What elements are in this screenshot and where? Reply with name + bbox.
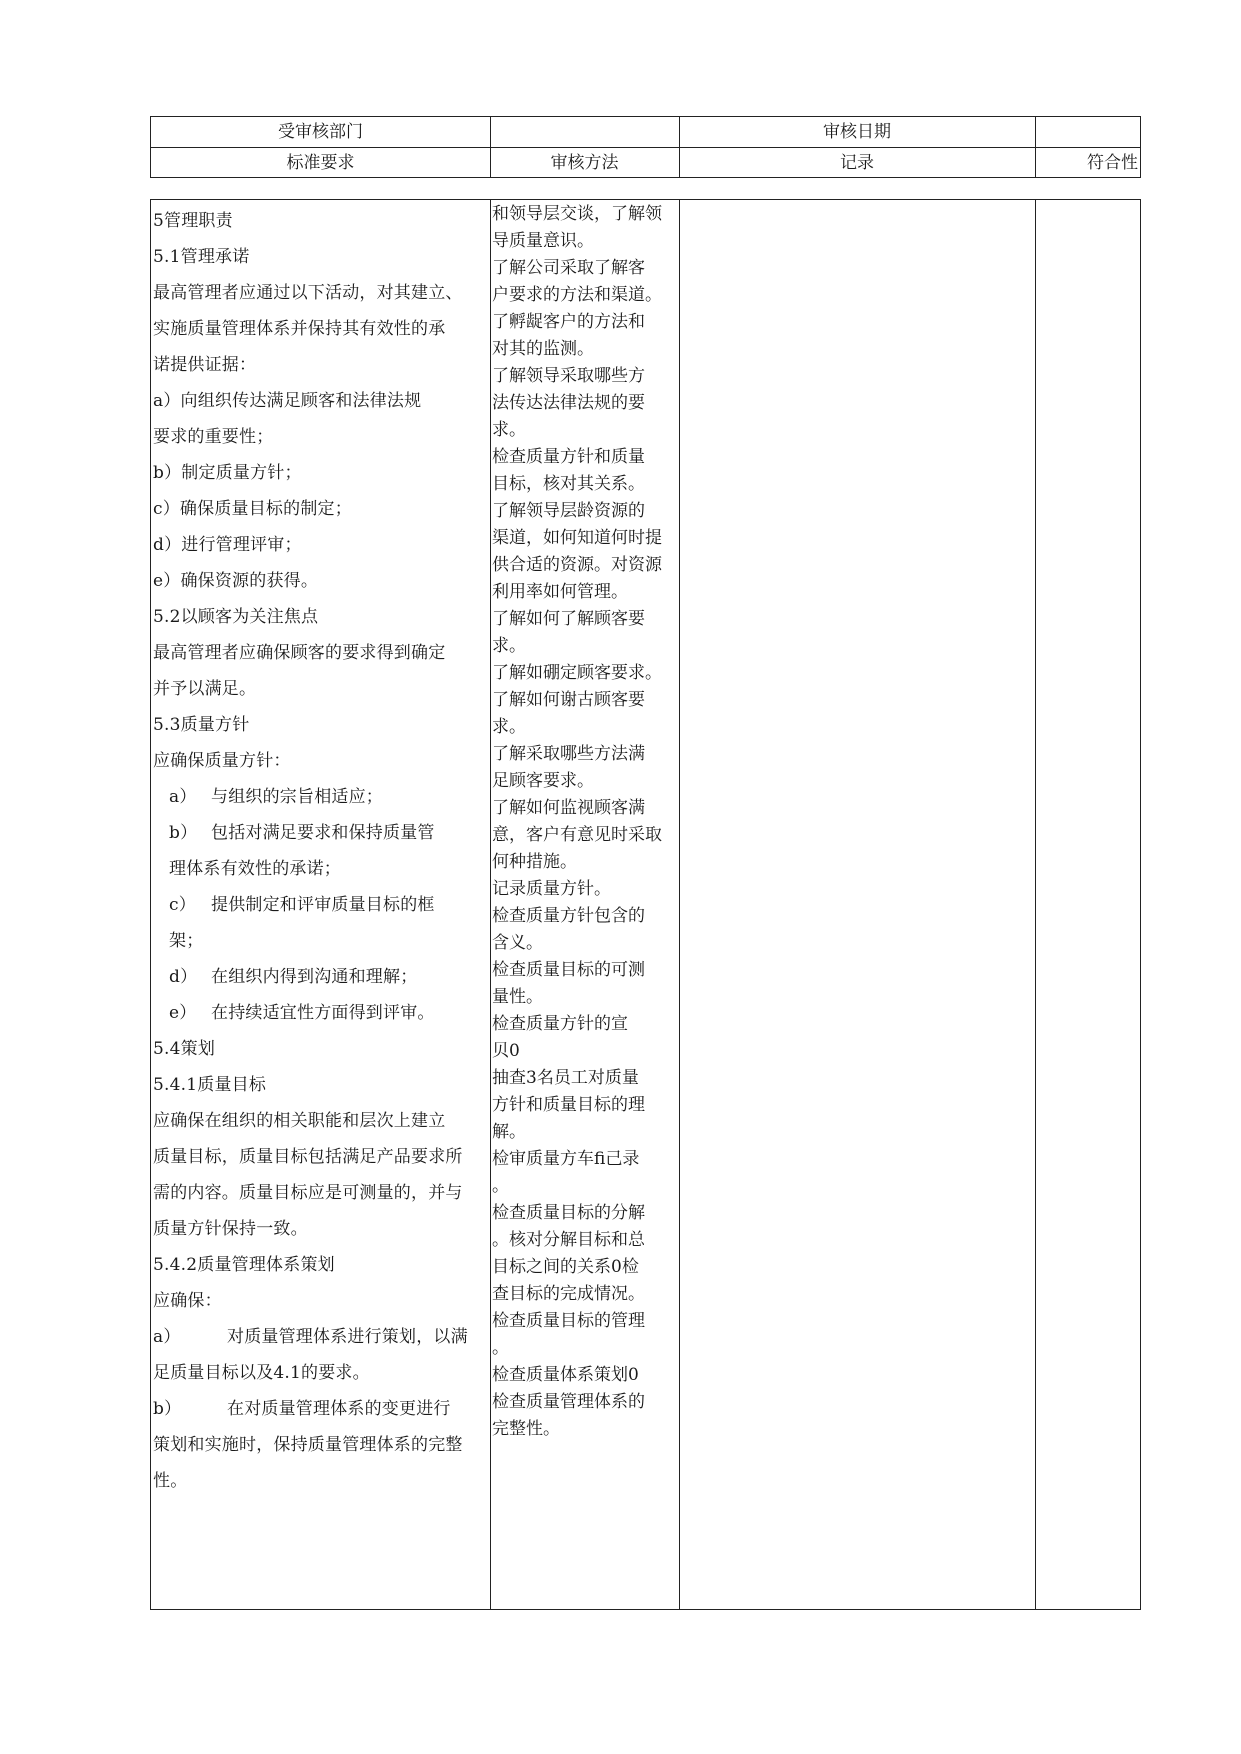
method-line: 含义。 (492, 933, 543, 953)
req-line: 应确保质量方针： (153, 751, 291, 771)
method-line: 求。 (492, 636, 526, 656)
req-line (153, 779, 490, 815)
req-line: 5.2以顾客为关注焦点 (153, 607, 319, 627)
req-line: 理体系有效性的承诺； (169, 859, 341, 879)
req-line (153, 1319, 490, 1355)
req-marker: b） (169, 823, 198, 843)
method-line: 检查质量目标的可测 (492, 960, 645, 980)
req-line: 要求的重要性； (153, 427, 274, 447)
method-line: 了解如何谢古顾客要 (492, 690, 645, 710)
method-line: 检查质量方针和质量 (492, 447, 645, 467)
method-line: 方针和质量目标的理 (492, 1095, 645, 1115)
req-line: 性。 (153, 1471, 188, 1491)
requirements-list (151, 200, 490, 1499)
req-marker: a） (169, 787, 197, 807)
col-header-conformity: 符合性 (1087, 153, 1138, 173)
records-cell[interactable] (679, 200, 1035, 1609)
method-line: 求。 (492, 717, 526, 737)
method-line: 导质量意识。 (492, 231, 594, 251)
req-marker: a） (153, 1327, 181, 1347)
method-line: 。 (492, 1338, 509, 1358)
header-row-2 (151, 147, 1140, 178)
req-marker: d） (169, 967, 198, 987)
method-line: 检查质量方针的宣 (492, 1014, 628, 1034)
req-line: 并予以满足。 (153, 679, 257, 699)
req-line: 5.3质量方针 (153, 715, 250, 735)
method-line: 检查质量目标的管理 (492, 1311, 645, 1331)
requirements-cell (151, 200, 490, 1609)
method-line: 渠道，如何知道何时提 (492, 528, 662, 548)
method-line: 检查质量目标的分解 (492, 1203, 645, 1223)
req-text: 包括对满足要求和保持质量管 (211, 823, 435, 843)
req-line: 5管理职责 (153, 211, 233, 231)
req-line: 5.4策划 (153, 1039, 216, 1059)
req-text: 提供制定和评审质量目标的框 (211, 895, 435, 915)
req-line: c）确保质量目标的制定； (153, 499, 352, 519)
method-line: 利用率如何管理。 (492, 582, 628, 602)
method-line: 了解如何了解顾客要 (492, 609, 645, 629)
dept-label: 受审核部门 (278, 122, 363, 142)
req-line: a）向组织传达满足顾客和法律法规 (153, 391, 422, 411)
req-line (153, 1391, 490, 1427)
req-line: e）确保资源的获得。 (153, 571, 319, 591)
method-line: 记录质量方针。 (492, 879, 611, 899)
method-line: 目标之间的关系0检 (492, 1257, 639, 1277)
req-line (153, 995, 490, 1031)
method-line: 。 (492, 1176, 509, 1196)
req-line (153, 887, 490, 923)
method-line: 量性。 (492, 987, 543, 1007)
date-value[interactable] (1035, 117, 1140, 147)
req-line: 足质量目标以及4.1的要求。 (153, 1363, 370, 1383)
date-label: 审核日期 (823, 122, 891, 142)
method-line: 供合适的资源。对资源 (492, 555, 662, 575)
req-line: 质量方针保持一致。 (153, 1219, 308, 1239)
method-line: 目标，核对其关系。 (492, 474, 645, 494)
method-line: 检查质量管理体系的 (492, 1392, 645, 1412)
col-header-requirements: 标准要求 (286, 153, 355, 173)
method-line: 贝0 (492, 1041, 520, 1061)
req-line: 5.1管理承诺 (153, 247, 250, 267)
method-line: 了解如何监视顾客满 (492, 798, 645, 818)
req-line: 质量目标，质量目标包括满足产品要求所 (153, 1147, 463, 1167)
dept-value[interactable] (490, 117, 679, 147)
method-list (490, 200, 679, 1443)
req-line: 最高管理者应通过以下活动，对其建立、 (153, 283, 463, 303)
method-line: 了解如硼定顾客要求。 (492, 663, 662, 683)
req-text: 对质量管理体系进行策划，以满 (227, 1327, 468, 1347)
method-line: 意，客户有意见时采取 (492, 825, 662, 845)
divider (679, 117, 680, 177)
req-line: 5.4.2质量管理体系策划 (153, 1255, 335, 1275)
req-line: 最高管理者应确保顾客的要求得到确定 (153, 643, 446, 663)
req-line: 架； (169, 931, 204, 951)
req-text: 与组织的宗旨相适应； (211, 787, 383, 807)
conformity-cell[interactable] (1035, 200, 1140, 1609)
method-line: 了解领导层龄资源的 (492, 501, 645, 521)
req-line: 诺提供证据： (153, 355, 257, 375)
method-line: 检审质量方车fi己录 (492, 1149, 640, 1169)
req-line: 实施质量管理体系并保持其有效性的承 (153, 319, 446, 339)
req-line: 需的内容。质量目标应是可测量的，并与 (153, 1183, 463, 1203)
method-cell (490, 200, 679, 1609)
method-line: 解。 (492, 1122, 526, 1142)
method-line: 。核对分解目标和总 (492, 1230, 645, 1250)
method-line: 了解领导采取哪些方 (492, 366, 645, 386)
req-text: 在对质量管理体系的变更进行 (227, 1399, 451, 1419)
method-line: 法传达法律法规的要 (492, 393, 645, 413)
method-line: 何种措施。 (492, 852, 577, 872)
method-line: 了解采取哪些方法满 (492, 744, 645, 764)
method-line: 了孵龊客户的方法和 (492, 312, 645, 332)
req-line: 策划和实施时，保持质量管理体系的完整 (153, 1435, 463, 1455)
col-header-method: 审核方法 (550, 153, 619, 173)
method-line: 检查质量方针包含的 (492, 906, 645, 926)
audit-table (150, 199, 1141, 1610)
req-line: b）制定质量方针； (153, 463, 302, 483)
method-line: 了解公司采取了解客 (492, 258, 645, 278)
method-line: 完整性。 (492, 1419, 560, 1439)
req-line (153, 959, 490, 995)
header-row-1 (151, 117, 1140, 147)
req-line: 应确保： (153, 1291, 222, 1311)
req-text: 在持续适宜性方面得到评审。 (211, 1003, 435, 1023)
method-line: 对其的监测。 (492, 339, 594, 359)
req-line (153, 815, 490, 851)
method-line: 查目标的完成情况。 (492, 1284, 645, 1304)
req-text: 在组织内得到沟通和理解； (211, 967, 418, 987)
divider (1035, 117, 1036, 177)
divider (490, 117, 491, 177)
req-marker: b） (153, 1399, 182, 1419)
header-table (150, 116, 1141, 178)
method-line: 检查质量体系策划0 (492, 1365, 639, 1385)
col-header-records: 记录 (840, 153, 874, 173)
method-line: 求。 (492, 420, 526, 440)
req-marker: c） (169, 895, 196, 915)
req-marker: e） (169, 1003, 197, 1023)
method-line: 抽查3名员工对质量 (492, 1068, 639, 1088)
req-line: 5.4.1质量目标 (153, 1075, 267, 1095)
method-line: 户要求的方法和渠道。 (492, 285, 662, 305)
method-line: 和领导层交谈，了解领 (492, 204, 662, 224)
req-line: d）进行管理评审； (153, 535, 302, 555)
method-line: 足顾客要求。 (492, 771, 594, 791)
req-line: 应确保在组织的相关职能和层次上建立 (153, 1111, 446, 1131)
